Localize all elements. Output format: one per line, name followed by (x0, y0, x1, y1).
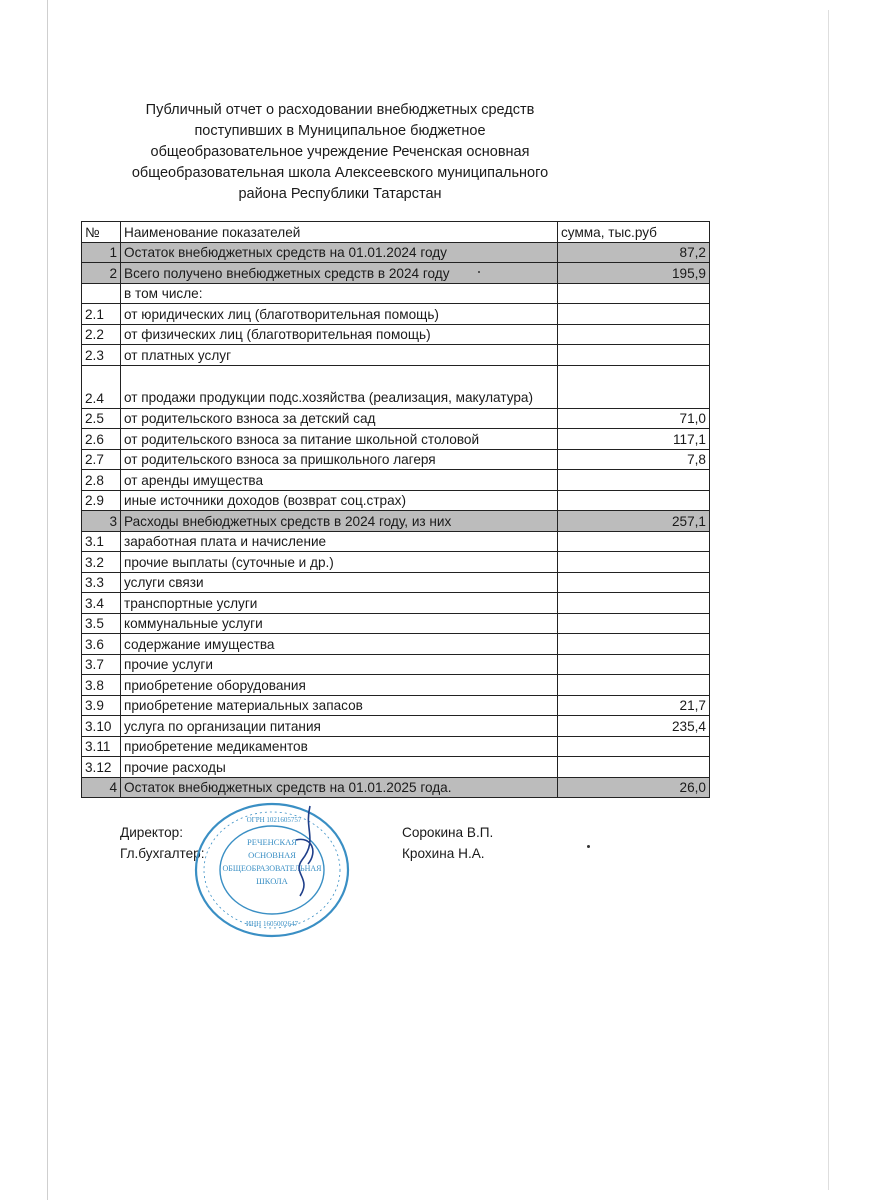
row-number: 4 (82, 777, 121, 798)
row-indicator: коммунальные услуги (121, 613, 558, 634)
row-number: 3.1 (82, 531, 121, 552)
accountant-name: Крохина Н.А. (402, 846, 485, 861)
table-row (82, 613, 710, 634)
seal-inn: ИНН 1605002647 (246, 920, 298, 928)
row-number: 2.2 (82, 324, 121, 345)
row-indicator: от физических лиц (благотворительная помощь) (121, 324, 558, 345)
table-row (82, 324, 710, 345)
row-sum: 117,1 (558, 429, 710, 450)
row-sum (558, 470, 710, 491)
row-number: 1 (82, 242, 121, 263)
scan-edge-left (47, 0, 48, 1200)
row-sum (558, 552, 710, 573)
table-row (82, 263, 710, 284)
seal-ogrn: ОГРН 1021605757 (246, 816, 302, 824)
row-sum: 195,9 (558, 263, 710, 284)
row-sum: 235,4 (558, 716, 710, 737)
director-label: Директор: (120, 825, 183, 840)
row-indicator: Остаток внебюджетных средств на 01.01.2025 года. (121, 777, 558, 798)
row-number: 2.1 (82, 304, 121, 325)
row-sum (558, 304, 710, 325)
header-sum: сумма, тыс.руб (558, 222, 710, 243)
row-indicator: прочие расходы (121, 757, 558, 778)
row-number: 2.8 (82, 470, 121, 491)
row-number: 3.8 (82, 675, 121, 696)
row-indicator: от родительского взноса за пришкольного лагеря (121, 449, 558, 470)
director-name: Сорокина В.П. (402, 825, 494, 840)
title-line: общеобразовательное учреждение Реченская основная (150, 144, 530, 160)
row-number: 3.7 (82, 654, 121, 675)
row-sum (558, 675, 710, 696)
table-row (82, 345, 710, 366)
table-row (82, 777, 710, 798)
row-indicator: от родительского взноса за питание школьной столовой (121, 429, 558, 450)
table-row (82, 552, 710, 573)
table-row (82, 283, 710, 304)
row-sum (558, 757, 710, 778)
row-number: 2.3 (82, 345, 121, 366)
row-sum (558, 613, 710, 634)
scan-edge-right (828, 10, 829, 1190)
row-indicator: от продажи продукции подс.хозяйства (реализация, макулатура) (121, 365, 558, 408)
row-indicator: в том числе: (121, 283, 558, 304)
table-row (82, 654, 710, 675)
scan-speck (587, 845, 590, 848)
table-row (82, 470, 710, 491)
table-header-row (82, 222, 710, 243)
seal-line: ОБЩЕОБРАЗОВАТЕЛЬНАЯ (222, 864, 322, 873)
table-row (82, 511, 710, 532)
row-number: 3 (82, 511, 121, 532)
row-sum: 21,7 (558, 695, 710, 716)
title-line: поступивших в Муниципальное бюджетное (194, 123, 486, 139)
title-line: Публичный отчет о расходовании внебюджетных средств (145, 102, 535, 118)
table-row (82, 736, 710, 757)
row-indicator: услуга по организации питания (121, 716, 558, 737)
row-sum (558, 324, 710, 345)
row-number: 3.5 (82, 613, 121, 634)
row-number: 2.7 (82, 449, 121, 470)
table-row (82, 572, 710, 593)
row-number: 2.4 (82, 365, 121, 408)
row-indicator: заработная плата и начисление (121, 531, 558, 552)
row-indicator: Остаток внебюджетных средств на 01.01.2024 году (121, 242, 558, 263)
table-row (82, 695, 710, 716)
table-row (82, 304, 710, 325)
row-sum (558, 283, 710, 304)
table-row (82, 634, 710, 655)
row-number: 3.10 (82, 716, 121, 737)
row-number: 2.5 (82, 408, 121, 429)
row-indicator: содержание имущества (121, 634, 558, 655)
school-seal (192, 800, 352, 940)
row-indicator: Расходы внебюджетных средств в 2024 году, из них (121, 511, 558, 532)
table-row (82, 757, 710, 778)
row-indicator: Всего получено внебюджетных средств в 2024 году (121, 263, 558, 284)
row-sum (558, 365, 710, 408)
row-number: 3.12 (82, 757, 121, 778)
accountant-label: Гл.бухгалтер: (120, 846, 205, 861)
row-number: 2.6 (82, 429, 121, 450)
table-row (82, 242, 710, 263)
row-sum: 26,0 (558, 777, 710, 798)
row-indicator: прочие выплаты (суточные и др.) (121, 552, 558, 573)
row-number: 3.9 (82, 695, 121, 716)
row-sum (558, 531, 710, 552)
row-indicator: от платных услуг (121, 345, 558, 366)
row-sum (558, 736, 710, 757)
seal-line: ШКОЛА (256, 876, 288, 886)
row-sum: 71,0 (558, 408, 710, 429)
row-indicator: приобретение оборудования (121, 675, 558, 696)
row-indicator: от аренды имущества (121, 470, 558, 491)
expense-report-table (81, 221, 710, 798)
row-number: 3.2 (82, 552, 121, 573)
row-indicator: приобретение медикаментов (121, 736, 558, 757)
row-sum (558, 654, 710, 675)
row-number: 2 (82, 263, 121, 284)
table-row (82, 593, 710, 614)
row-indicator: приобретение материальных запасов (121, 695, 558, 716)
row-sum (558, 593, 710, 614)
table-row (82, 716, 710, 737)
row-indicator: услуги связи (121, 572, 558, 593)
table-row (82, 408, 710, 429)
header-number: № (82, 222, 121, 243)
row-indicator: иные источники доходов (возврат соц.страх) (121, 490, 558, 511)
row-sum (558, 572, 710, 593)
header-indicator: Наименование показателей (121, 222, 558, 243)
row-number: 3.4 (82, 593, 121, 614)
seal-line: РЕЧЕНСКАЯ (247, 837, 297, 847)
row-sum (558, 345, 710, 366)
row-indicator: от родительского взноса за детский сад (121, 408, 558, 429)
row-sum: 87,2 (558, 242, 710, 263)
row-indicator: транспортные услуги (121, 593, 558, 614)
table-row (82, 365, 710, 408)
table-row (82, 490, 710, 511)
table-row (82, 675, 710, 696)
seal-line: ОСНОВНАЯ (248, 850, 296, 860)
row-number: 3.3 (82, 572, 121, 593)
title-line: района Республики Татарстан (238, 186, 442, 202)
report-title (110, 100, 570, 205)
row-number (82, 283, 121, 304)
row-sum (558, 634, 710, 655)
title-line: общеобразовательная школа Алексеевского муниципального (131, 165, 549, 181)
row-sum: 7,8 (558, 449, 710, 470)
row-number: 2.9 (82, 490, 121, 511)
table-row (82, 429, 710, 450)
row-sum (558, 490, 710, 511)
table-row (82, 531, 710, 552)
row-sum: 257,1 (558, 511, 710, 532)
scan-speck (478, 271, 480, 273)
row-number: 3.6 (82, 634, 121, 655)
row-indicator: прочие услуги (121, 654, 558, 675)
row-indicator: от юридических лиц (благотворительная помощь) (121, 304, 558, 325)
row-number: 3.11 (82, 736, 121, 757)
table-row (82, 449, 710, 470)
